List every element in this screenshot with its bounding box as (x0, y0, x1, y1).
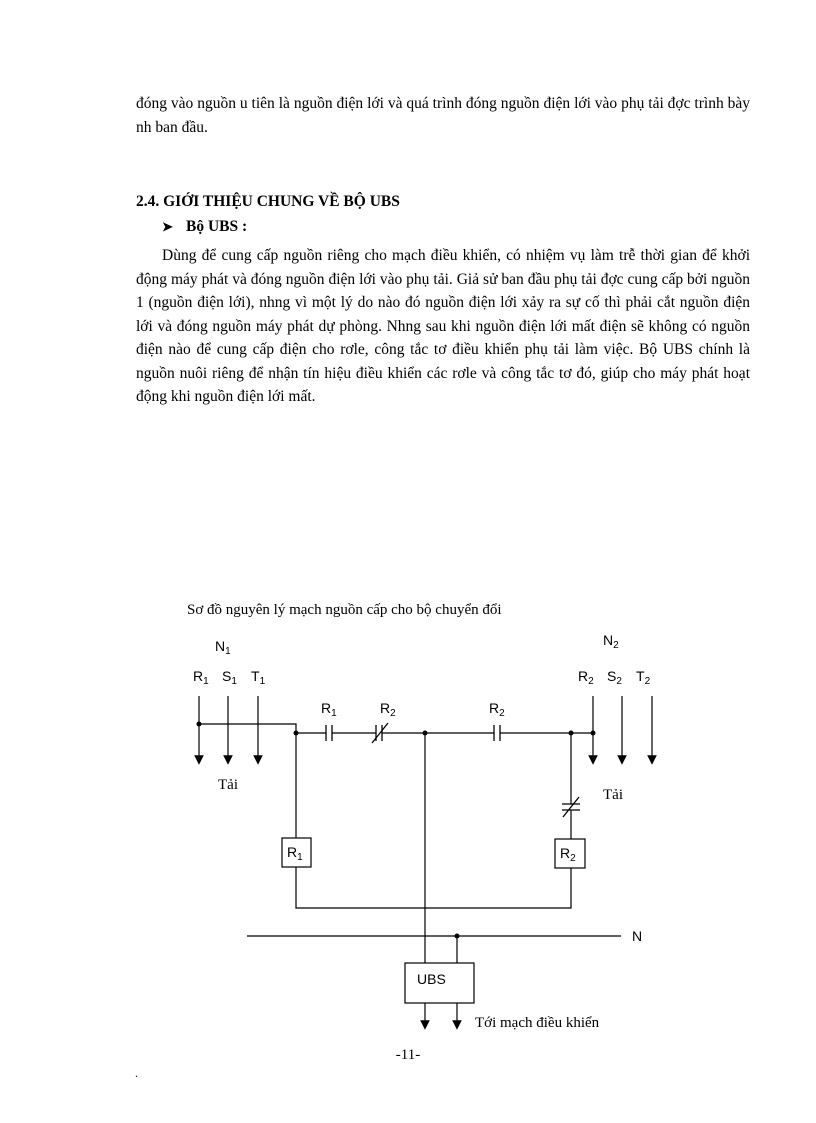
ubs-label: UBS (417, 971, 446, 987)
relay2-label: $R_2$ (560, 845, 576, 864)
tap-wire-r1 (199, 724, 296, 733)
footer-dot: . (135, 1066, 138, 1080)
load1-label: Tải (218, 777, 238, 793)
arrow-bullet-icon: ➤ (162, 219, 173, 234)
phase-t2-label: $T_2$ (636, 668, 651, 687)
source1-phase-lines (199, 696, 258, 760)
relay1-label: $R_1$ (287, 844, 303, 863)
contact-r1-symbol (326, 725, 332, 741)
phase-s2-label: $S_2$ (607, 668, 622, 687)
section-body-paragraph: Dùng để cung cấp nguồn riêng cho mạch điều khiển, có nhiệm vụ làm trễ thời gian để khởi động máy phát và đóng nguồn điện lới vào phụ tải. Giả sử ban đầu phụ tải đợc cung cấp bởi nguồn 1 (nguồn điện lới), nhng vì một lý do nào đó nguồn điện lới xảy ra sự cố thì phải cắt nguồn điện lới và đóng nguồn máy phát dự phòng. Nhng sau khi nguồn điện lới mất điện sẽ không có nguồn điện nào để cung cấp điện cho rơle, công tắc tơ điều khiển phụ tải làm việc. Bộ UBS chính là nguồn nuôi riêng để nhận tín hiệu điều khiển các rơle và công tắc tơ đó, giúp cho máy phát hoạt động khi nguồn điện lới mất. (136, 247, 750, 405)
phase-r2-label: $R_2$ (578, 668, 594, 687)
load2-label: Tải (603, 787, 623, 803)
page-number: -11- (395, 1047, 421, 1063)
source2-phase-lines (593, 696, 652, 760)
phase-s1-label: $S_1$ (222, 668, 237, 687)
intro-paragraph: đóng vào nguồn u tiên là nguồn điện lới và quá trình đóng nguồn điện lới vào phụ tải đợc trình bày nh ban đầu. (136, 95, 750, 136)
contact-r1-label: $R_1$ (321, 700, 337, 719)
ubs-output-arrows (425, 1003, 457, 1025)
contact-r2-nc-label: $R_2$ (380, 700, 396, 719)
contact-r2-no-symbol (494, 725, 500, 741)
phase-t1-label: $T_1$ (251, 668, 266, 687)
sub-heading-text: Bộ UBS : (186, 218, 248, 235)
section-heading: 2.4. GIỚI THIỆU CHUNG VỀ BỘ UBS (136, 193, 400, 210)
junction-r2 (591, 731, 596, 736)
diagram-title: Sơ đồ nguyên lý mạch nguồn cấp cho bộ chuyển đổi (187, 602, 502, 618)
source2-label: $N_2$ (603, 632, 619, 651)
contact-r2-no-label: $R_2$ (489, 700, 505, 719)
source1-label: $N_1$ (215, 638, 231, 657)
neutral-label: N (632, 928, 643, 944)
relay-return-wire (296, 867, 571, 908)
phase-r1-label: $R_1$ (193, 668, 209, 687)
output-label: Tới mạch điều khiển (475, 1015, 600, 1031)
